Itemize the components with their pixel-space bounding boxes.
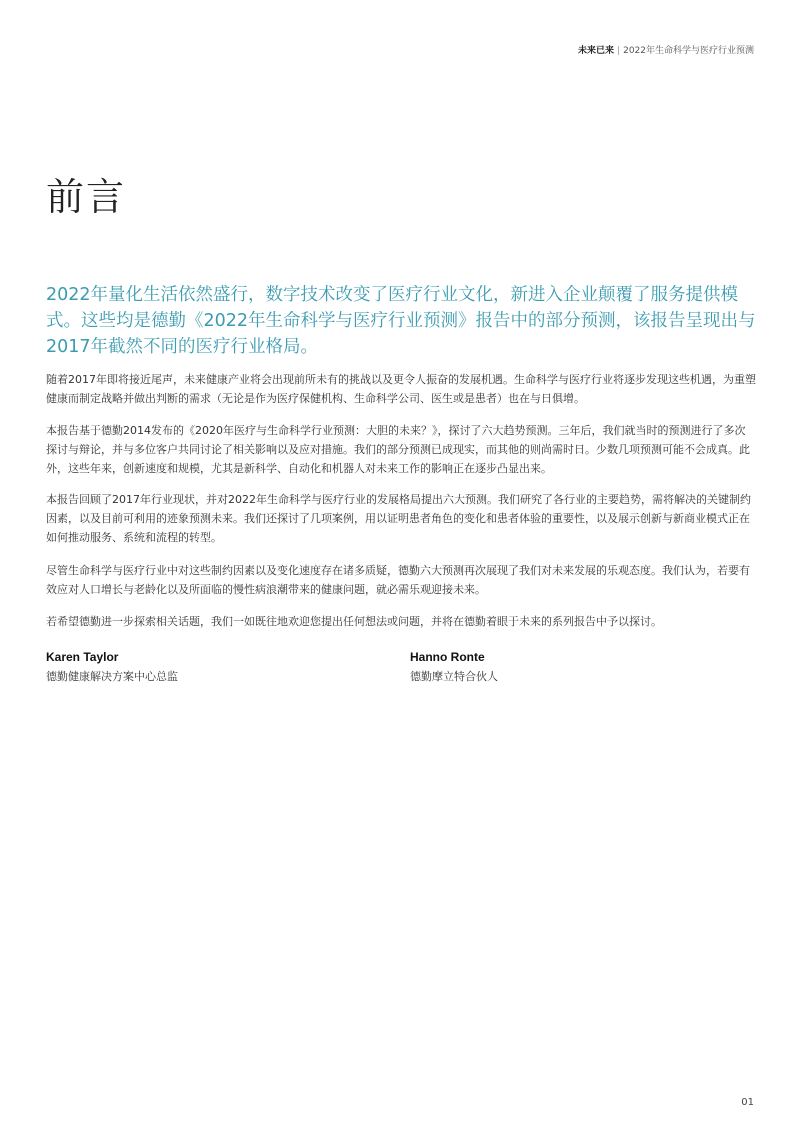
body-paragraph-1: 随着2017年即将接近尾声，未来健康产业将会出现前所未有的挑战以及更令人振奋的发展机遇。生命科学与医疗行业将逐步发现这些机遇，为重塑健康而制定战略并做出判断的需求（无论是作为医疗保健机构、生命科学公司、医生或是患者）也在与日俱增。 [46,373,756,405]
signature-role: 德勤摩立特合伙人 [410,670,498,683]
header-report-title: 2022年生命科学与医疗行业预测 [623,46,754,56]
body-paragraph-5: 若希望德勤进一步探索相关话题，我们一如既往地欢迎您提出任何想法或问题，并将在德勤着眼于未来的系列报告中予以探讨。 [46,615,662,628]
body-paragraph-4: 尽管生命科学与医疗行业中对这些制约因素以及变化速度存在诸多质疑，德勤六大预测再次展现了我们对未来发展的乐观态度。我们认为，若要有效应对人口增长与老龄化以及所面临的慢性病浪潮带来的健康问题，就必需乐观迎接未来。 [46,564,750,596]
header-separator: | [617,46,621,56]
page-title: 前言 [46,175,127,219]
signature-role: 德勤健康解决方案中心总监 [46,670,178,683]
page-number: 01 [741,1097,754,1108]
signature-karen-taylor [46,648,178,686]
body-paragraph-3: 本报告回顾了2017年行业现状，并对2022年生命科学与医疗行业的发展格局提出六大预测。我们研究了各行业的主要趋势，需将解决的关键制约因素，以及目前可利用的迹象预测未来。我们还探讨了几项案例，用以证明患者角色的变化和患者体验的重要性，以及展示创新与新商业模式正在如何推动服务、系统和流程的转型。 [46,493,751,544]
signature-name: Karen Taylor [46,650,119,664]
lead-paragraph: 2022年量化生活依然盛行，数字技术改变了医疗行业文化，新进入企业颠覆了服务提供模式。这些均是德勤《2022年生命科学与医疗行业预测》报告中的部分预测，该报告呈现出与2017年截然不同的医疗行业格局。 [46,285,756,357]
body-paragraph-2: 本报告基于德勤2014发布的《2020年医疗与生命科学行业预测：大胆的未来？》，探讨了六大趋势预测。三年后，我们就当时的预测进行了多次探讨与辩论，并与多位客户共同讨论了相关影响以及应对措施。我们的部分预测已成现实，而其他的则尚需时日。少数几项预测可能不会成真。此外，这些年来，创新速度和规模，尤其是新科学、自动化和机器人对未来工作的影响正在逐步凸显出来。 [46,424,750,475]
signature-name: Hanno Ronte [410,650,485,664]
header-brand: 未来已来 [578,46,615,56]
running-header [578,43,754,56]
signature-hanno-ronte [410,648,498,686]
